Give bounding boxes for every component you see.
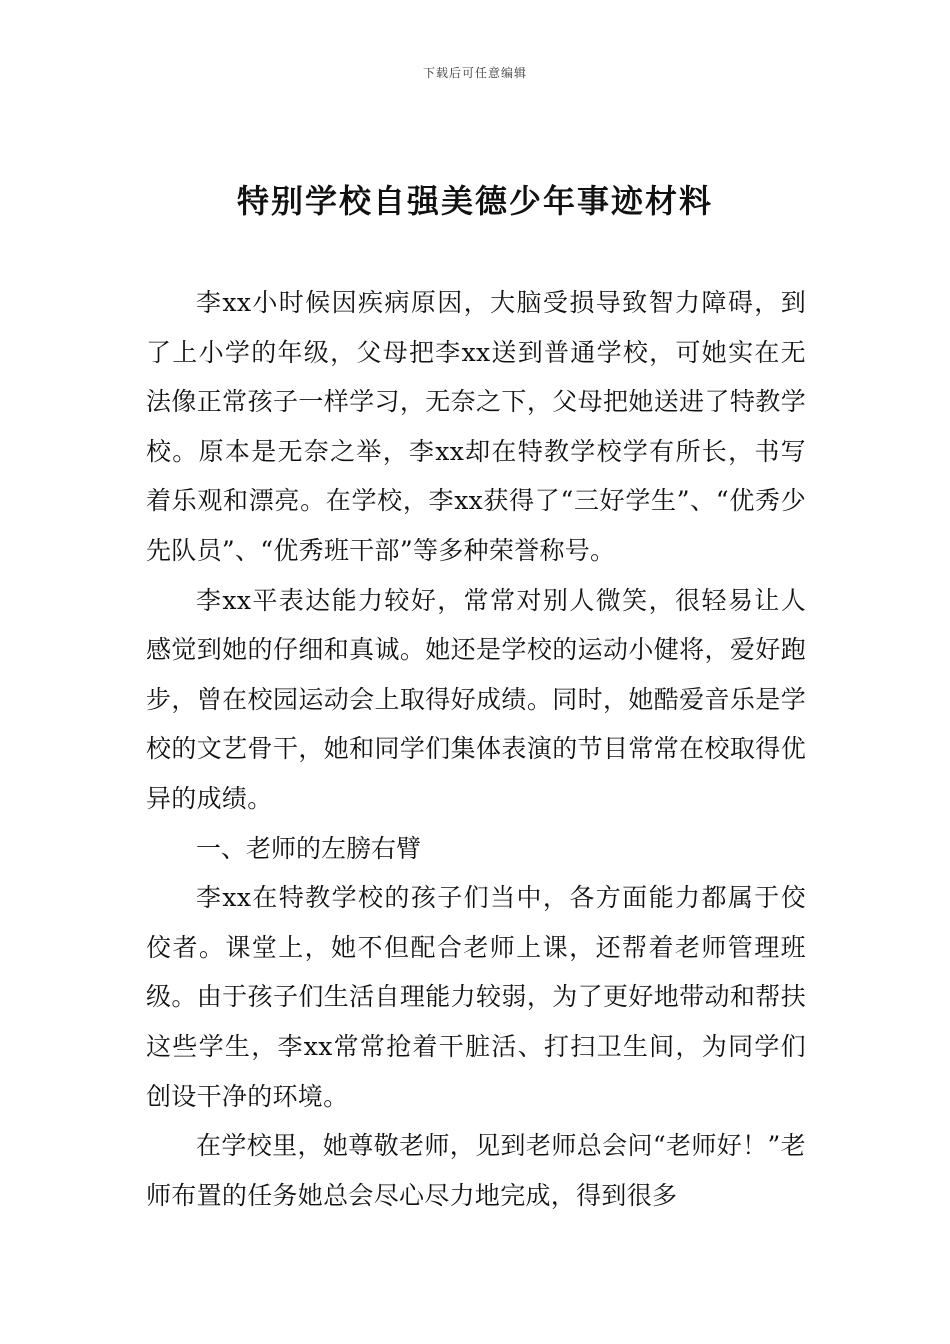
document-title: 特别学校自强美德少年事迹材料: [236, 182, 713, 220]
paragraph-talents: 李xx平表达能力较好，常常对别人微笑，很轻易让人感觉到她的仔细和真诚。她还是学校的运动小健将，爱好跑步，曾在校园运动会上取得好成绩。同时，她酷爱音乐是学校的文艺骨干，她和同学们集体表演的节目常常在校取得优异的成绩。: [146, 585, 806, 813]
paragraph-intro: 李xx小时候因疾病原因，大脑受损导致智力障碍，到了上小学的年级，父母把李xx送到普通学校，可她实在无法像正常孩子一样学习，无奈之下，父母把她送进了特教学校。原本是无奈之举，李xx却在特教学校学有所长，书写着乐观和漂亮。在学校，李xx获得了“三好学生”、“优秀少先队员”、“优秀班干部”等多种荣誉称号。: [146, 288, 806, 565]
section-heading: 一、老师的左膀右臂: [196, 833, 422, 863]
header-note: 下载后可任意编辑: [422, 66, 527, 80]
document-body: [146, 278, 806, 1220]
paragraph-respect: 在学校里，她尊敬老师，见到老师总会问“老师好！”老师布置的任务她总会尽心尽力地完成，得到很多: [146, 1131, 806, 1210]
paragraph-helper: 李xx在特教学校的孩子们当中，各方面能力都属于佼佼者。课堂上，她不但配合老师上课，还帮着老师管理班级。由于孩子们生活自理能力较弱，为了更好地带动和帮扶这些学生，李xx常常抢着干脏活、打扫卫生间，为同学们创设干净的环境。: [146, 883, 806, 1111]
